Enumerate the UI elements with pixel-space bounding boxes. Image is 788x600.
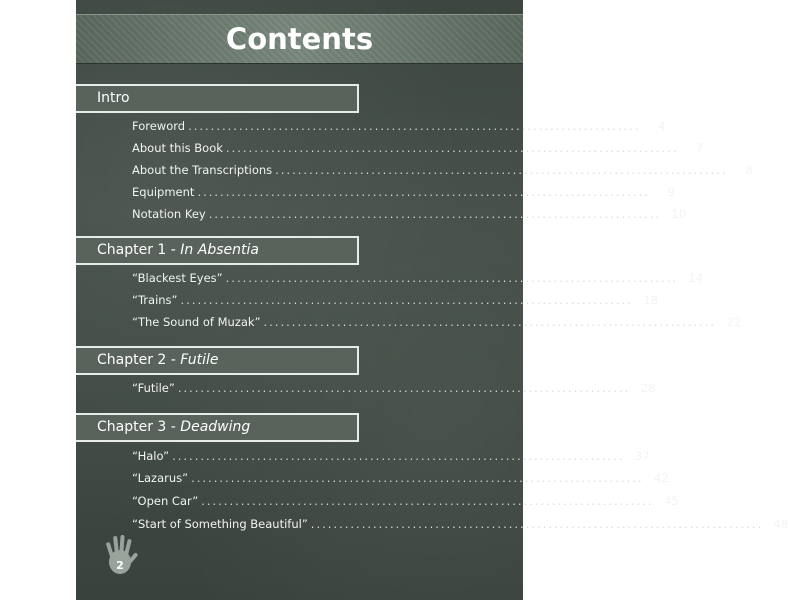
toc-entry[interactable] [132,141,704,161]
entry-title: “Futile” [132,381,175,395]
contents-page [76,0,788,600]
entry-page: 45 [663,494,679,508]
entry-title: “Lazarus” [132,471,189,485]
dot-leader: ................................................................................ [225,141,679,155]
entry-title: About the Transcriptions [132,163,273,177]
dot-leader: ................................................................................ [201,494,654,508]
entry-page: 8 [745,163,753,177]
toc-entry[interactable] [132,471,669,491]
entry-page: 48 [773,517,788,531]
dot-leader: ................................................................................ [275,163,728,177]
toc-entry[interactable] [132,163,753,183]
entry-title: Foreword [132,119,186,133]
dot-leader: ................................................................................ [263,315,716,329]
section-header-chapter-2 [76,346,359,375]
page-title: Contents [225,22,374,56]
dot-leader: ................................................................................ [191,471,644,485]
entry-page: 42 [653,471,669,485]
toc-entry[interactable] [132,494,679,514]
entry-page: 18 [643,293,658,307]
toc-entry[interactable] [132,207,687,227]
entry-title: “Blackest Eyes” [132,271,223,285]
toc-entry[interactable] [132,185,675,205]
title-banner [76,14,523,64]
toc-entry[interactable] [132,293,658,313]
entry-title: “Trains” [132,293,178,307]
toc-entry[interactable] [132,119,666,139]
entry-title: “The Sound of Muzak” [132,315,261,329]
entry-page: 4 [658,119,666,133]
entry-page: 7 [696,141,704,155]
dot-leader: ................................................................................ [225,271,679,285]
toc-entry[interactable] [132,449,650,469]
toc-entry[interactable] [132,315,741,335]
section-label: Intro [97,90,130,106]
entry-page: 14 [688,271,704,285]
section-header-chapter-3 [76,413,359,442]
entry-page: 22 [726,315,741,329]
entry-page: 10 [671,207,687,221]
dot-leader: ................................................................................ [180,293,633,307]
dot-leader: ................................................................................ [310,517,764,531]
dot-leader: ................................................................................ [197,185,650,199]
dot-leader: ................................................................................ [188,119,641,133]
entry-title: Equipment [132,185,195,199]
section-label: Chapter 3 - Deadwing [97,419,251,435]
dot-leader: ................................................................................ [172,449,625,463]
page-number: 2 [116,559,124,572]
toc-entry[interactable] [132,517,788,537]
section-label: Chapter 2 - Futile [97,352,219,368]
dot-leader: ................................................................................ [208,207,662,221]
toc-entry[interactable] [132,271,704,291]
entry-page: 9 [667,185,675,199]
entry-title: Notation Key [132,207,206,221]
section-header-intro [76,84,359,113]
entry-title: “Open Car” [132,494,199,508]
toc-entry[interactable] [132,381,656,401]
entry-page: 37 [634,449,650,463]
section-header-chapter-1 [76,236,359,265]
entry-title: About this Book [132,141,223,155]
entry-title: “Start of Something Beautiful” [132,517,308,531]
dot-leader: ................................................................................ [177,381,631,395]
entry-title: “Halo” [132,449,170,463]
entry-page: 28 [640,381,656,395]
section-label: Chapter 1 - In Absentia [97,242,259,258]
